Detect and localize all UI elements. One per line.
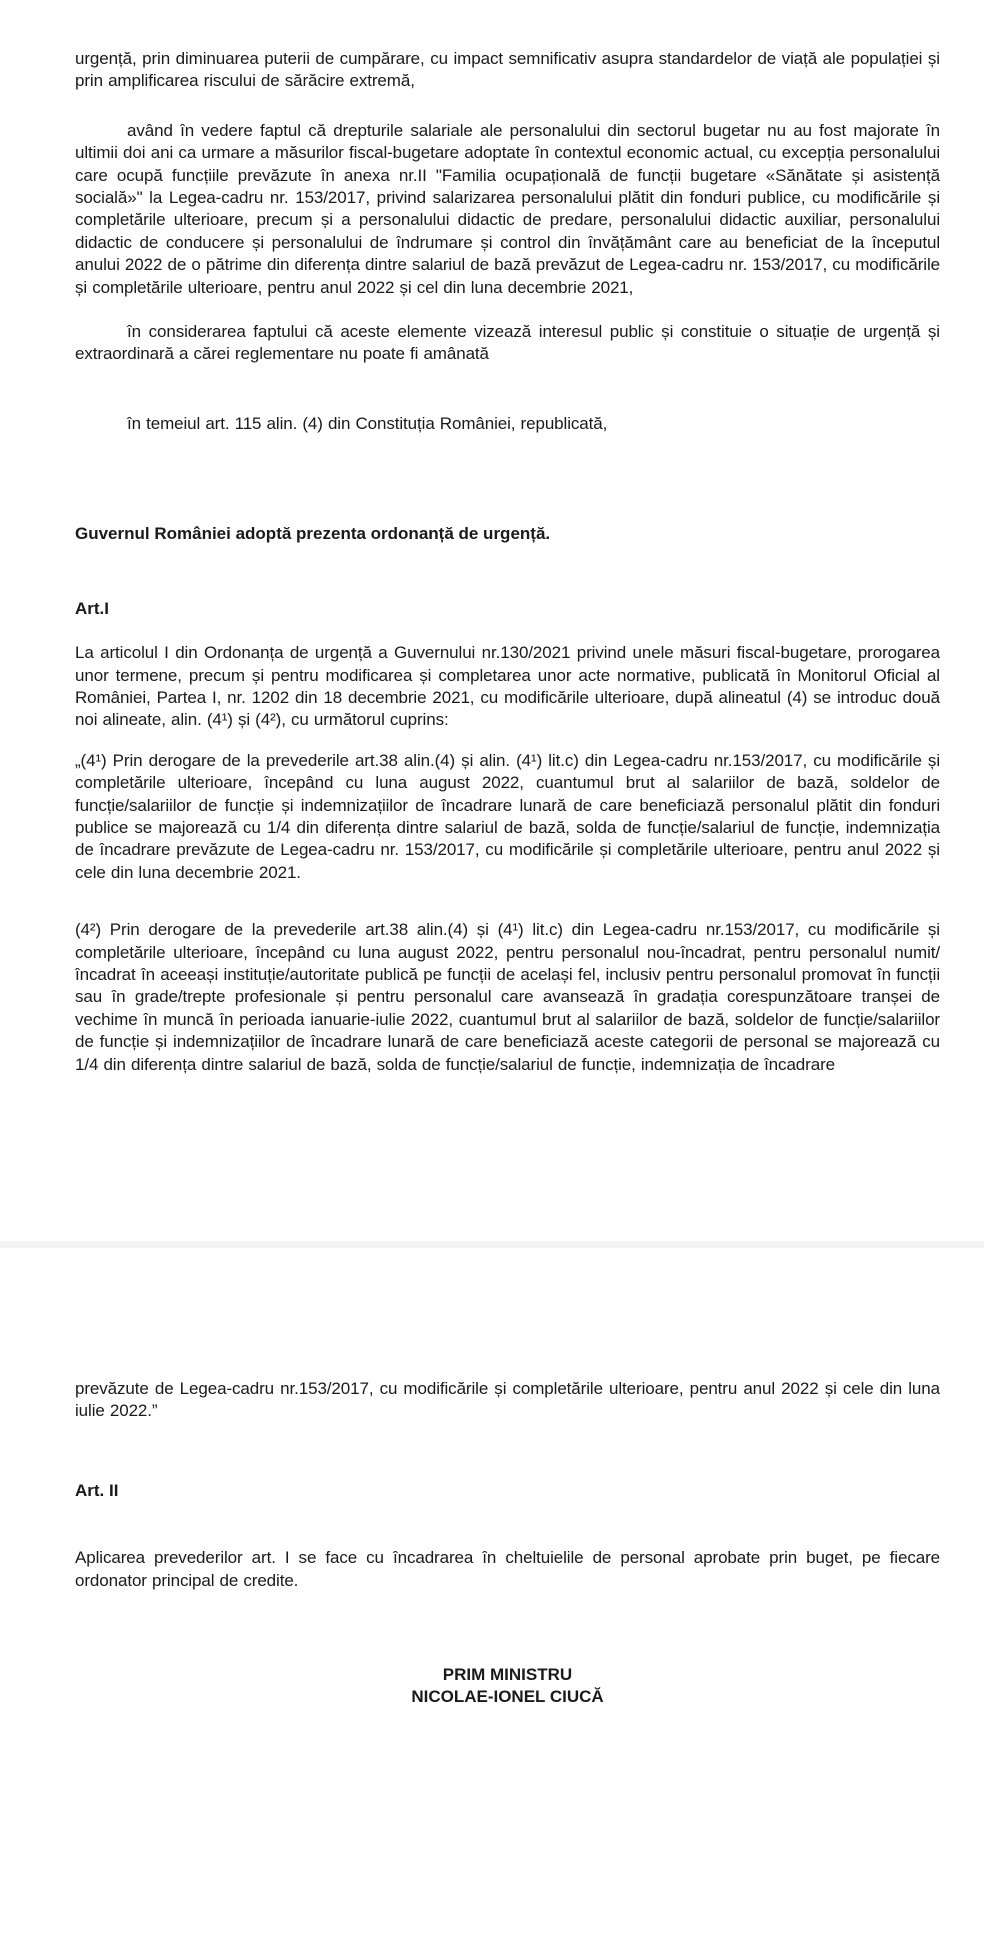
preamble-having-in-view-paragraph: având în vedere faptul că drepturile salariale ale personalului din sectorul bugetar nu au fost majorate în ultimii doi ani ca urmare a măsurilor fiscal-bugetare adoptate în contextul economic actual, cu excepția personalului care ocupă funcțiile prevăzute în anexa nr.II "Familia ocupațională de funcții bugetare «Sănătate și asistență socială»" la Legea-cadru nr. 153/2017, privind salarizarea personalului plătit din fonduri publice, cu modificările și completările ulterioare, precum și a personalului didactic de predare, personalului didactic auxiliar, personalului didactic de conducere și personalului de îndrumare și control din învățământ care au beneficiat de la începutul anului 2022 de o pătrime din diferența dintre salariul de bază prevăzut de Legea-cadru nr. 153/2017, cu modificările și completările ulterioare, pentru anul 2022 și cel din luna decembrie 2021,: [75, 120, 940, 297]
article-1-alin-4-2-paragraph: (4²) Prin derogare de la prevederile art.38 alin.(4) și (4¹) lit.c) din Legea-cadru nr.153/2017, cu modificările și completările ulterioare, începând cu luna august 2022, pentru personalul nou-încadrat, pentru personalul numit/încadrat în aceeași instituție/autoritate publică pe funcții de același fel, inclusiv pentru personalul promovat în funcții sau în grade/trepte profesionale și pentru personalul care avansează în gradația corespunzătoare tranșei de vechime în muncă în perioada ianuarie-iulie 2022, cuantumul brut al salariilor de bază, soldelor de funcție/salariilor de funcție și indemnizațiilor de încadrare lunară de care beneficiază aceste categorii de personal se majorează cu 1/4 din diferența dintre salariul de bază, solda de funcție/salariul de funcție, indemnizația de încadrare: [75, 920, 940, 1074]
preamble-consideration-paragraph: în considerarea faptului că aceste elemente vizează interesul public și constituie o situație de urgență și extraordinară a cărei reglementare nu poate fi amânată: [75, 322, 940, 364]
article-1-alin-4-2-continuation-paragraph: prevăzute de Legea-cadru nr.153/2017, cu modificările și completările ulterioare, pentru anul 2022 și cele din luna iulie 2022.”: [75, 1379, 940, 1421]
article-2-body-paragraph: Aplicarea prevederilor art. I se face cu încadrarea în cheltuielile de personal aprobate prin buget, pe fiecare ordonator principal de credite.: [75, 1548, 940, 1590]
adoption-clause: Guvernul României adoptă prezenta ordonanță de urgență.: [75, 524, 551, 544]
page-break-band: [0, 1241, 984, 1248]
signature-title: PRIM MINISTRU: [442, 1665, 573, 1685]
signature-block: [75, 1664, 940, 1708]
article-1-heading: Art.I: [75, 598, 109, 618]
page-2-content: [0, 1248, 984, 1708]
preamble-carryover-paragraph: urgență, prin diminuarea puterii de cumpărare, cu impact semnificativ asupra standardelor de viață ale populației și prin amplificarea riscului de sărăcire extremă,: [75, 49, 940, 91]
preamble-legal-basis-paragraph: în temeiul art. 115 alin. (4) din Constituția României, republicată,: [127, 413, 608, 433]
article-1-alin-4-1-paragraph: „(4¹) Prin derogare de la prevederile art.38 alin.(4) și alin. (4¹) lit.c) din Legea-cadru nr.153/2017, cu modificările și completările ulterioare, începând cu luna august 2022, cuantumul brut al salariilor de bază, soldelor de funcție/salariilor de funcție și indemnizațiilor de încadrare lunară de care beneficiază personalul plătit din fonduri publice se majorează cu 1/4 din diferența dintre salariul de bază, solda de funcție/salariul de funcție, indemnizația de încadrare prevăzute de Legea-cadru nr. 153/2017, cu modificările și completările ulterioare, pentru anul 2022 și cele din luna decembrie 2021.: [75, 750, 940, 882]
article-1-intro-paragraph: La articolul I din Ordonanța de urgență a Guvernului nr.130/2021 privind unele măsuri fiscal-bugetare, prorogarea unor termene, precum și pentru modificarea și completarea unor acte normative, publicată în Monitorul Oficial al României, Partea I, nr. 1202 din 18 decembrie 2021, cu modificările ulterioare, după alineatul (4) se introduc două noi alineate, alin. (4¹) și (4²), cu următorul cuprins:: [75, 643, 940, 730]
signature-name: NICOLAE-IONEL CIUCĂ: [411, 1687, 604, 1707]
article-2-heading: Art. II: [75, 1480, 119, 1500]
